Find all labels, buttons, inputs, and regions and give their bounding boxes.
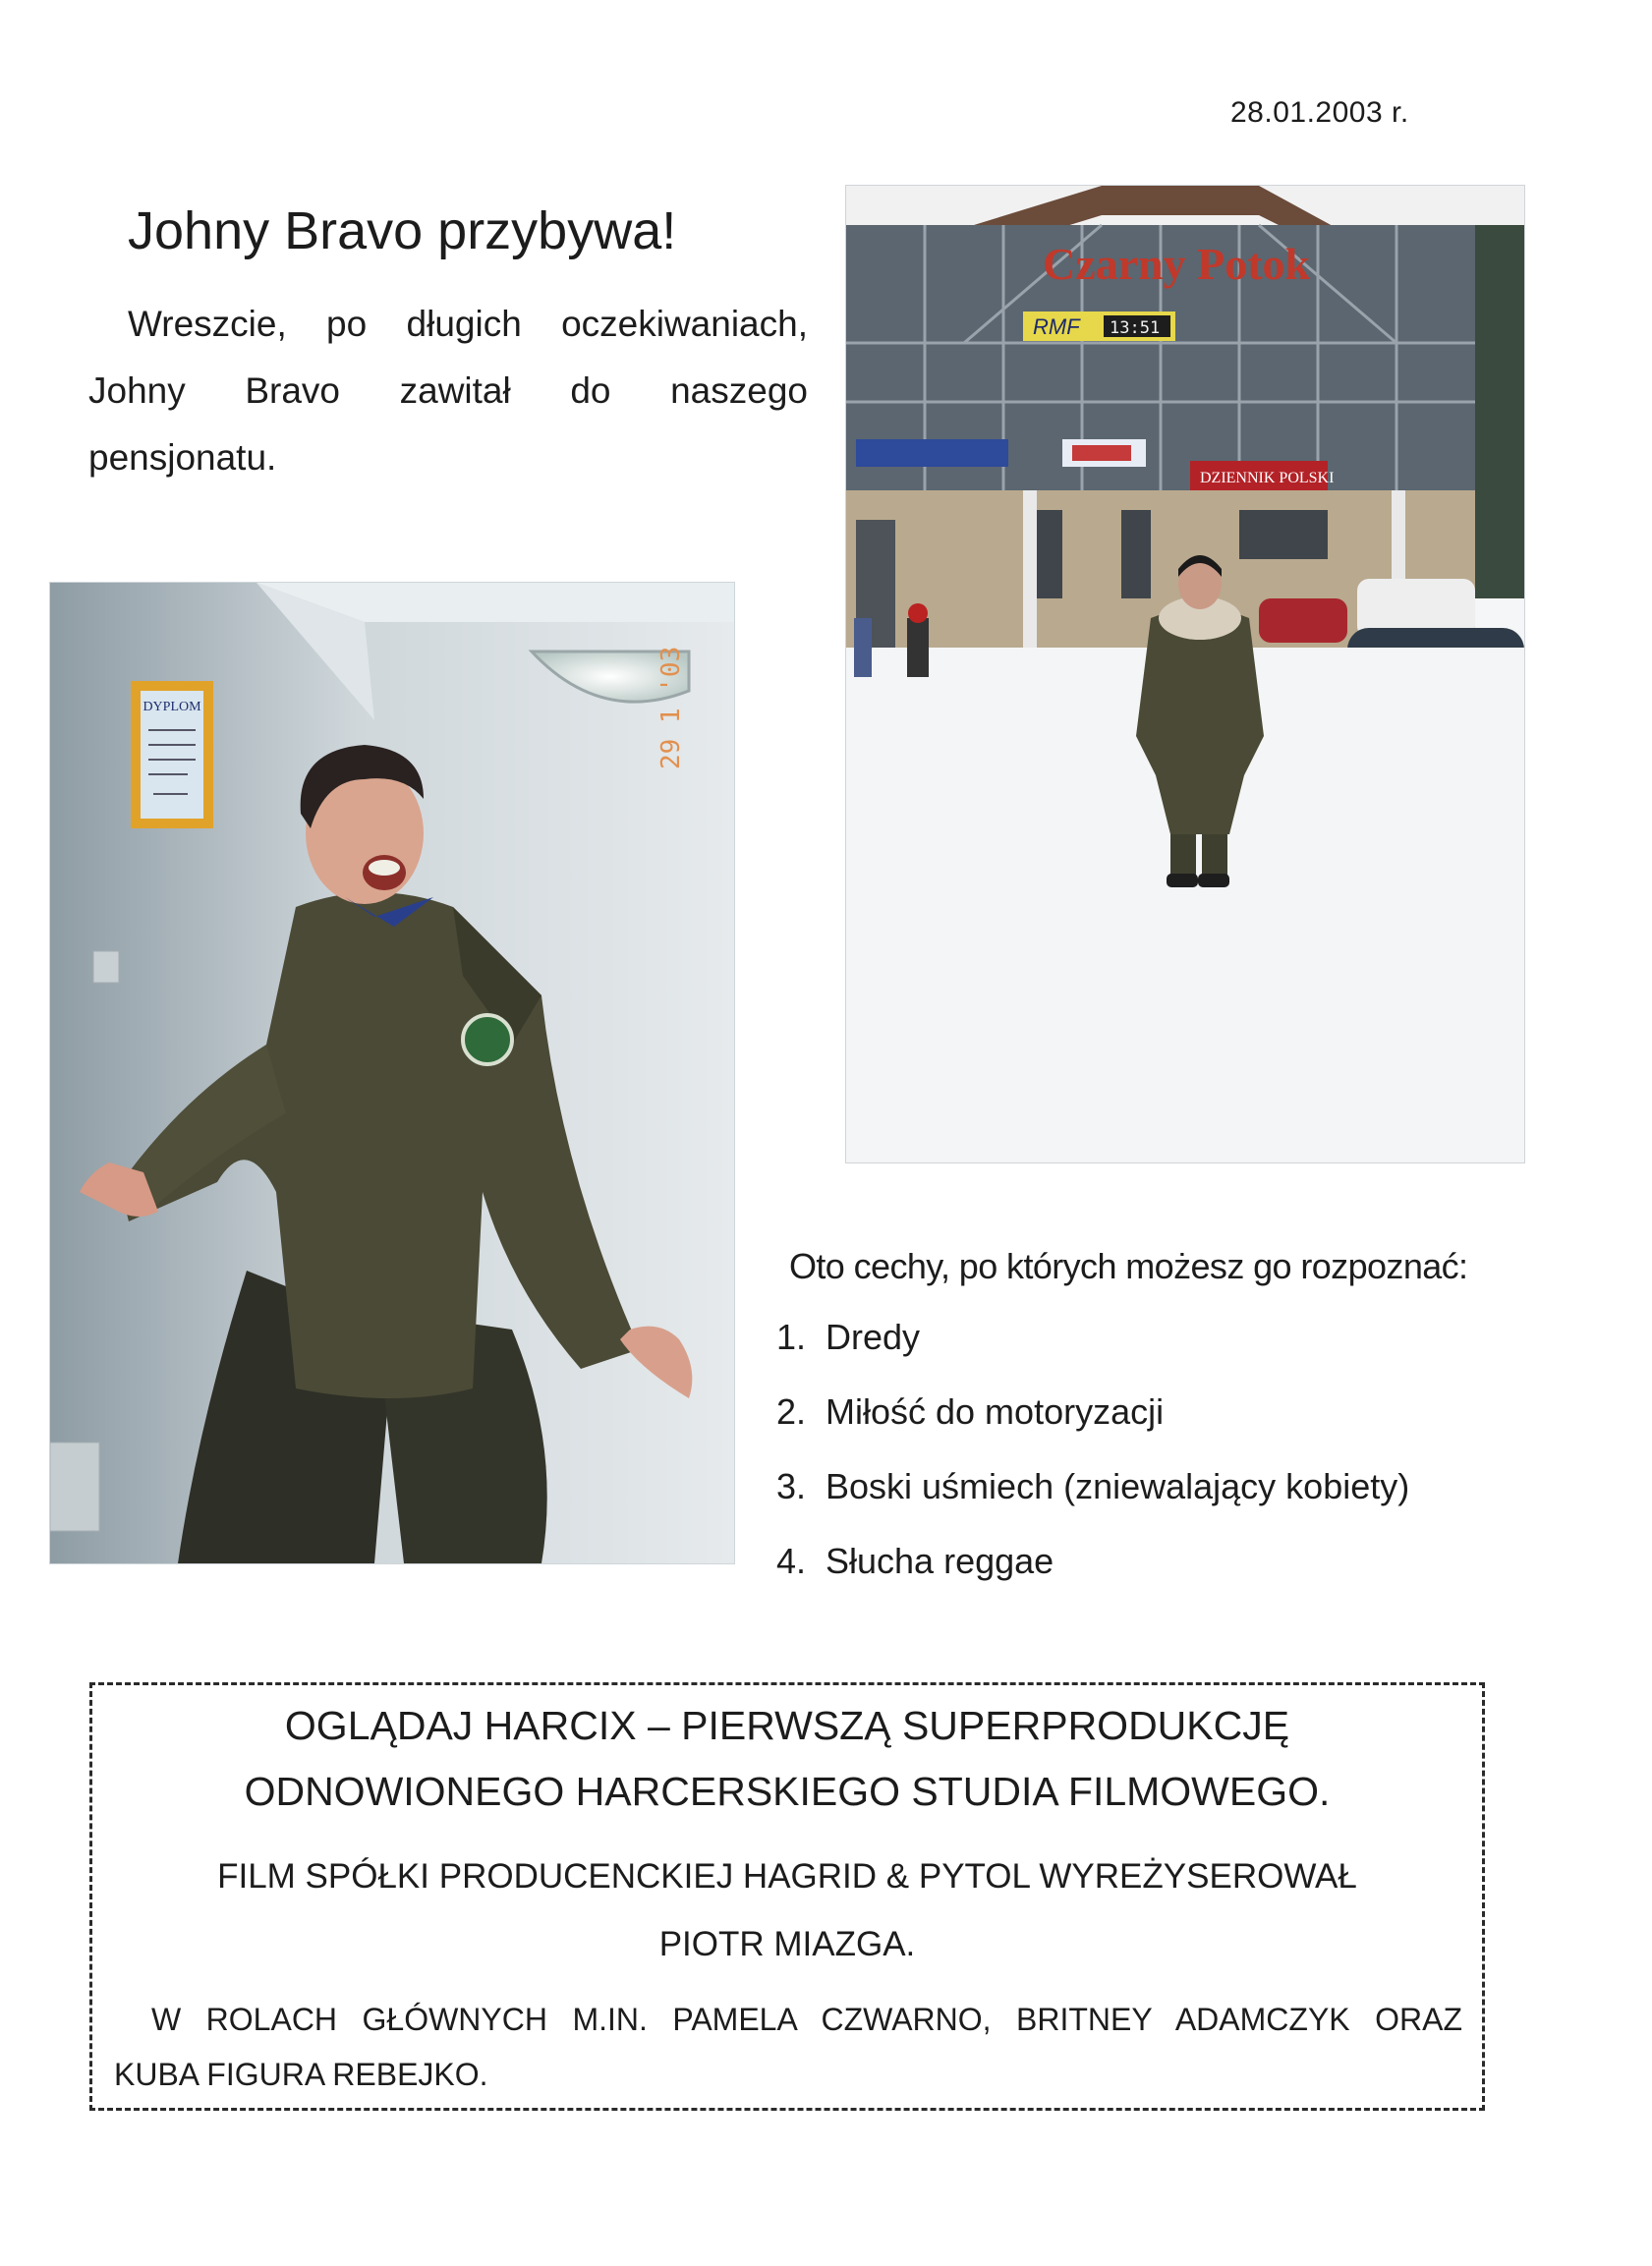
features-intro: Oto cechy, po których możesz go rozpoznać: <box>789 1246 1468 1286</box>
newspaper-sign: DZIENNIK POLSKI <box>1200 470 1335 486</box>
promo-box <box>89 1682 1485 2111</box>
diploma-label: DYPLOM <box>142 700 201 714</box>
page-title: Johny Bravo przybywa! <box>128 201 677 260</box>
list-item: 3. Boski uśmiech (zniewalający kobiety) <box>776 1466 1410 1506</box>
promo-cast-line1: W ROLACH GŁÓWNYCH M.IN. PAMELA CZWARNO, BRITNEY ADAMCZYK ORAZ <box>151 2002 1462 2037</box>
photo-date-stamp: 29 1 '03 <box>656 646 686 769</box>
list-item: 2. Miłość do motoryzacji <box>776 1391 1165 1432</box>
promo-producer-line2: PIOTR MIAZGA. <box>658 1925 916 1963</box>
station-clock: 13:51 <box>1110 318 1161 338</box>
photo-person-indoors-illustration <box>50 583 734 1563</box>
document-date: 28.01.2003 r. <box>1230 96 1409 129</box>
promo-heading-line2: ODNOWIONEGO HARCERSKIEGO STUDIA FILMOWEGO. <box>244 1769 1331 1814</box>
photo-person-indoors <box>49 582 735 1564</box>
list-item: 4. Słucha reggae <box>776 1541 1054 1581</box>
station-banner: RMF <box>1033 314 1080 339</box>
promo-cast-line2: KUBA FIGURA REBEJKO. <box>114 2057 488 2092</box>
promo-heading-line1: OGLĄDAJ HARCIX – PIERWSZĄ SUPERPRODUKCJĘ <box>284 1703 1290 1748</box>
list-item: 1. Dredy <box>776 1317 921 1357</box>
photo-ski-station <box>845 185 1525 1163</box>
features-list <box>776 1317 1409 1615</box>
station-sign: Czarny Potok <box>1043 239 1311 289</box>
intro-paragraph: Wreszcie, po długich oczekiwaniach, Johny Bravo zawitał do naszego pensjonatu. <box>88 304 808 478</box>
diploma-frame <box>131 681 213 828</box>
photo-ski-station-illustration <box>846 186 1524 1162</box>
promo-producer-line1: FILM SPÓŁKI PRODUCENCKIEJ HAGRID & PYTOL WYREŻYSEROWAŁ <box>217 1857 1357 1896</box>
